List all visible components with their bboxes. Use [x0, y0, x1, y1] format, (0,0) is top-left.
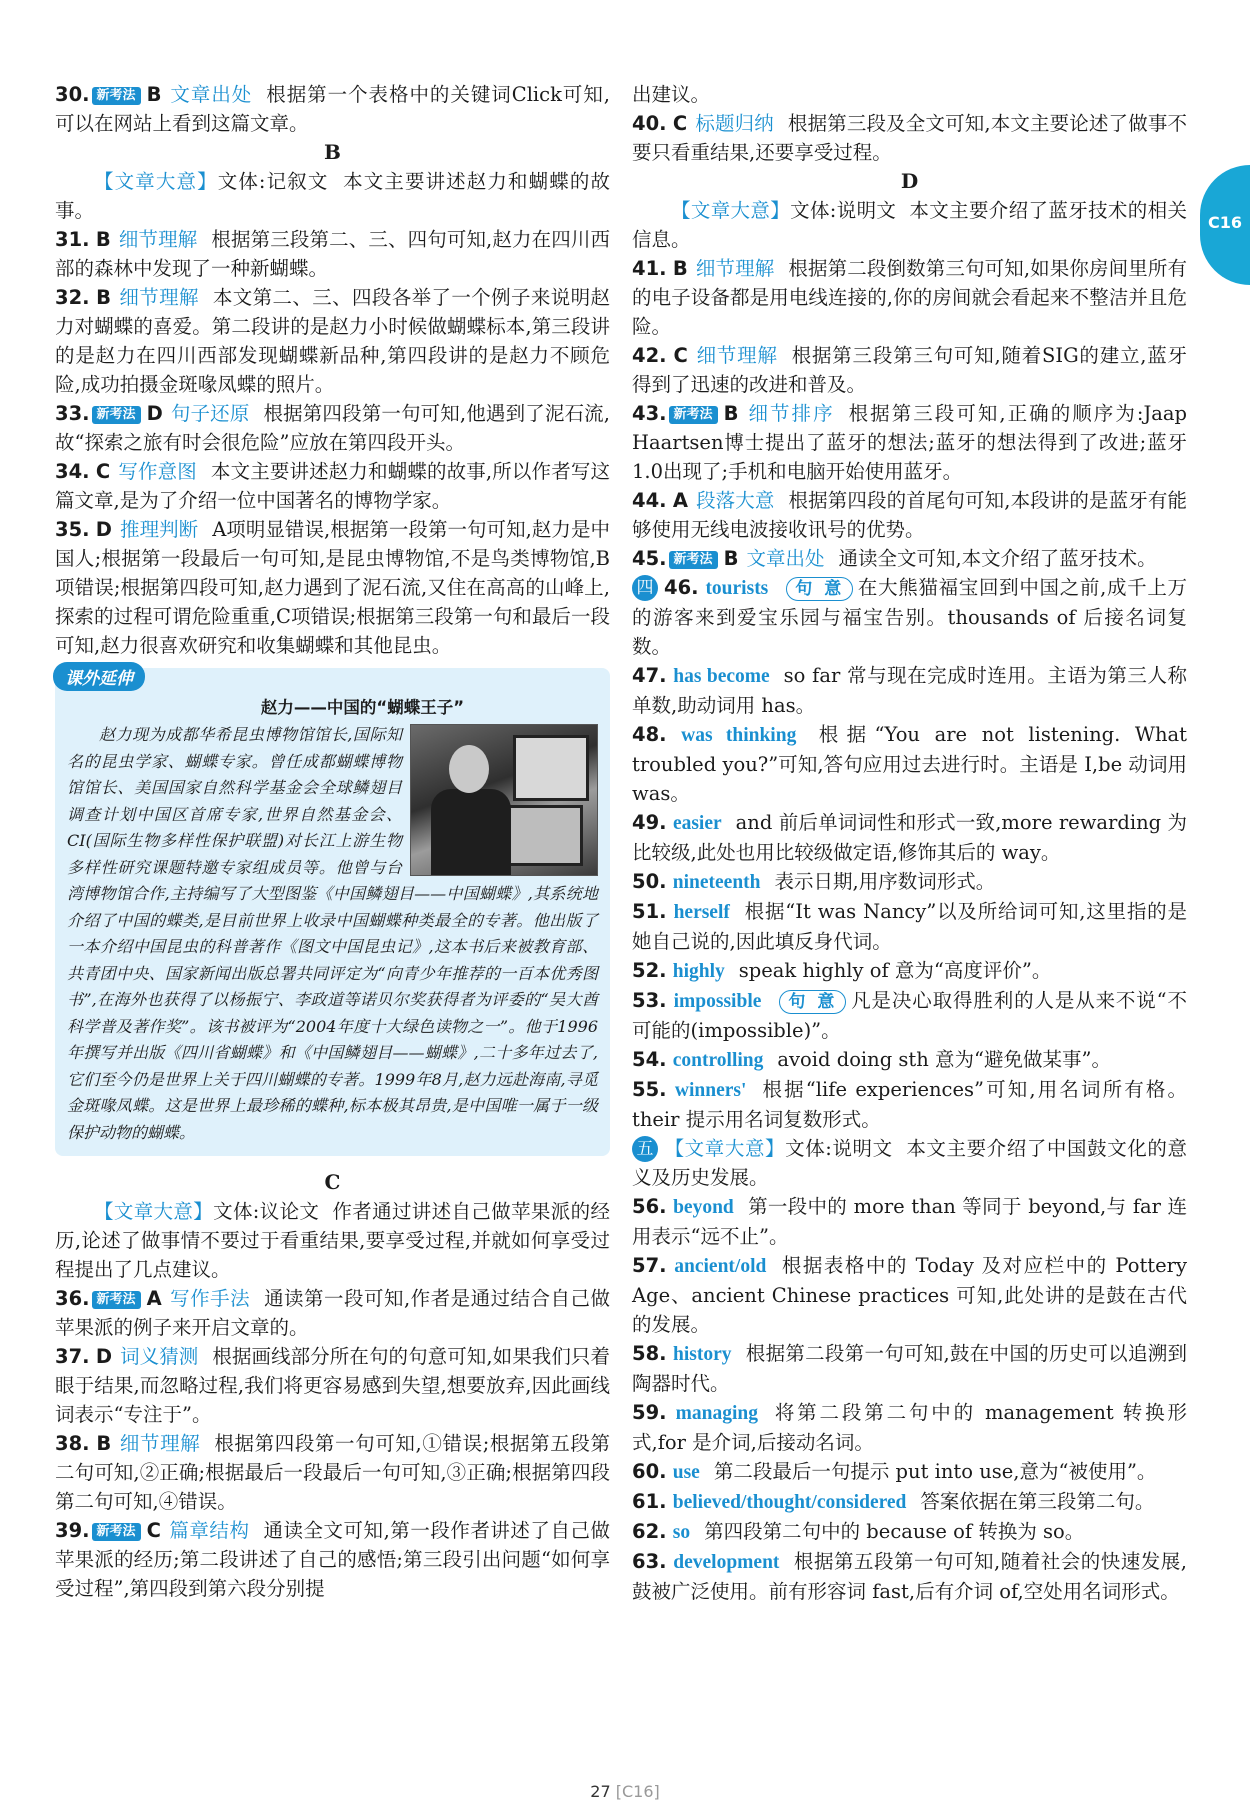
q-num: 36.	[55, 1287, 90, 1310]
q-explanation: 第四段第二句中的 because of 转换为 so。	[704, 1520, 1085, 1543]
answer-40	[632, 109, 1187, 167]
answer-49	[632, 808, 1187, 867]
q-category: 推理判断	[119, 518, 199, 541]
section-b: B	[324, 140, 341, 164]
q-num: 30.	[55, 83, 90, 106]
q-answer: has become	[673, 666, 770, 687]
q-num: 52.	[632, 959, 667, 982]
q-num: 62.	[632, 1520, 667, 1543]
q-explanation: 根据画线部分所在句的句意可知,如果我们只着眼于结果,而忽略过程,我们将更容易感到失望,想要放弃,因此画线词表示“专注于”。	[55, 1345, 610, 1426]
q-explanation: 第一段中的 more than 等同于 beyond,与 far 连用表示“远不止”。	[632, 1195, 1188, 1248]
q-answer: C	[673, 344, 688, 367]
photo-frame	[513, 735, 589, 801]
q-num: 57.	[632, 1254, 667, 1277]
q-answer: B	[723, 402, 739, 425]
q-num: 50.	[632, 870, 667, 893]
q-answer: B	[96, 1432, 112, 1455]
answer-57	[632, 1251, 1187, 1339]
photo-face	[449, 745, 489, 793]
q-explanation: so far 常与现在完成时连用。主语为第三人称单数,助动词用 has。	[632, 664, 1187, 717]
q-explanation: 根据第三段及全文可知,本文主要论述了做事不要只看重结果,还要享受过程。	[632, 112, 1187, 164]
answer-35	[55, 515, 610, 660]
q-answer: winners'	[674, 1080, 747, 1101]
new-method-badge: 新考法	[669, 406, 718, 424]
page-tab	[1200, 165, 1250, 285]
q-answer: D	[146, 402, 163, 425]
q-explanation: speak highly of 意为“高度评价”。	[738, 959, 1052, 982]
answer-55	[632, 1075, 1187, 1134]
q-num: 38.	[55, 1432, 90, 1455]
page-footer	[0, 1782, 1250, 1801]
q-explanation: 根据第四段第一句可知,他遇到了泥石流,故“探索之旅有时会很危险”应放在第四段开头。	[55, 402, 610, 454]
extension-title: 赵力——中国的“蝴蝶王子”	[260, 698, 465, 717]
q-explanation: A项明显错误,根据第一段第一句可知,赵力是中国人;根据第一段最后一句可知,是昆虫博物馆,不是鸟类博物馆,B项错误;根据第四段可知,赵力遇到了泥石流,又住在高高的山峰上,探索的过程可谓危险重重,C项错误;根据第三段第一句和最后一段可知,赵力很喜欢研究和收集蝴蝶和其他昆虫。	[55, 518, 610, 657]
q-answer: A	[672, 489, 688, 512]
q-category: 细节理解	[119, 286, 199, 309]
q-num: 43.	[632, 402, 667, 425]
photo-frame	[499, 805, 583, 866]
summary-label: 文体:说明文	[790, 199, 897, 222]
summary-five	[632, 1134, 1187, 1192]
q-explanation: 根据第四段的首尾句可知,本段讲的是蓝牙有能够使用无线电波接收讯号的优势。	[632, 489, 1187, 541]
q-explanation: 根据“It was Nancy”以及所给词可知,这里指的是她自己说的,因此填反身代词。	[632, 900, 1187, 953]
q-num: 51.	[632, 900, 667, 923]
summary-tag: 【文章大意】	[664, 1137, 786, 1160]
q-num: 37.	[55, 1345, 90, 1368]
q-explanation: 第二段最后一句提示 put into use,意为“被使用”。	[713, 1460, 1157, 1483]
q-explanation: 通读全文可知,第一段作者讲述了自己做苹果派的经历;第二段讲述了自己的感悟;第三段引出问题“如何享受过程”,第四段到第六段分别提	[55, 1519, 610, 1600]
extension-box	[55, 668, 610, 1156]
q-answer: D	[95, 518, 112, 541]
q-explanation: 将第二段第二句中的 management 转换形式,for 是介词,后接动名词。	[632, 1401, 1188, 1454]
q-explanation: 根据第二段倒数第三句可知,如果你房间里所有的电子设备都是用电线连接的,你的房间就会看起来不整洁并且危险。	[632, 257, 1187, 338]
q-category: 标题归纳	[695, 112, 774, 135]
q-answer: C	[146, 1519, 161, 1542]
new-method-badge: 新考法	[92, 1291, 141, 1309]
q-category: 细节理解	[119, 1432, 201, 1455]
q-explanation: 根据第一个表格中的关键词Click可知,可以在网站上看到这篇文章。	[55, 83, 610, 135]
q-num: 42.	[632, 344, 667, 367]
answer-32	[55, 283, 610, 399]
summary-label: 文体:议论文	[213, 1200, 320, 1223]
q-category: 段落大意	[695, 489, 775, 512]
summary-label: 文体:说明文	[785, 1137, 893, 1160]
q-explanation: 根据第二段第一句可知,鼓在中国的历史可以追溯到陶器时代。	[632, 1342, 1188, 1395]
q-num: 46.	[664, 576, 699, 599]
q-num: 60.	[632, 1460, 667, 1483]
section-c: C	[324, 1170, 341, 1194]
q-explanation: 通读第一段可知,作者是通过结合自己做苹果派的例子来开启文章的。	[55, 1287, 610, 1339]
page-tab-label: C16	[1208, 213, 1243, 232]
q-explanation: 根据“You are not listening. What troubled you?”可知,答句应用过去进行时。主语是 I,be 动词用 was。	[632, 723, 1187, 805]
answer-34	[55, 457, 610, 515]
q-explanation: avoid doing sth 意为“避免做某事”。	[777, 1048, 1111, 1071]
q-explanation: 表示日期,用序数词形式。	[774, 870, 996, 893]
summary-b	[55, 167, 610, 225]
q-answer: tourists	[705, 578, 769, 599]
q-num: 61.	[632, 1490, 667, 1513]
q-explanation: 根据第三段可知,正确的顺序为:Jaap Haartsen博士提出了蓝牙的想法;蓝牙的想法得到了改进;蓝牙1.0出现了;手机和电脑开始使用蓝牙。	[632, 402, 1187, 483]
q-explanation: 在大熊猫福宝回到中国之前,成千上万的游客来到爱宝乐园与福宝告别。thousands of 后接名词复数。	[632, 576, 1188, 658]
q-category: 篇章结构	[168, 1519, 250, 1542]
answer-37	[55, 1342, 610, 1429]
right-column	[632, 80, 1187, 1606]
q-answer: A	[146, 1287, 162, 1310]
q-answer: easier	[672, 813, 722, 834]
q-category: 文章出处	[746, 547, 825, 570]
answer-63	[632, 1547, 1187, 1606]
q-answer: development	[673, 1552, 780, 1573]
q-answer: controlling	[672, 1050, 764, 1071]
summary-d	[632, 196, 1187, 254]
q-num: 56.	[632, 1195, 667, 1218]
meaning-badge: 句 意	[779, 990, 846, 1014]
q-explanation: 根据第三段第二、三、四句可知,赵力在四川西部的森林中发现了一种新蝴蝶。	[55, 228, 610, 280]
q-num: 55.	[632, 1078, 667, 1101]
q-category: 细节理解	[695, 257, 775, 280]
summary-text: 作者通过讲述自己做苹果派的经历,论述了做事情不要过于看重结果,要享受过程,并就如何享受过程提出了几点建议。	[55, 1200, 610, 1281]
q-explanation: 本文第二、三、四段各举了一个例子来说明赵力对蝴蝶的喜爱。第二段讲的是赵力小时候做蝴蝶标本,第三段讲的是赵力在四川西部发现蝴蝶新品种,第四段讲的是赵力不顾危险,成功拍摄金斑喙凤蝶的照片。	[55, 286, 610, 396]
answer-44	[632, 486, 1187, 544]
answer-54	[632, 1045, 1187, 1075]
q-category: 词义猜测	[120, 1345, 199, 1368]
q-num: 49.	[632, 811, 667, 834]
answer-36	[55, 1284, 610, 1342]
q-num: 54.	[632, 1048, 667, 1071]
q-num: 53.	[632, 989, 667, 1012]
q-category: 写作意图	[118, 460, 197, 483]
q-answer: was thinking	[681, 725, 797, 746]
answer-38	[55, 1429, 610, 1516]
summary-text: 本文主要介绍了蓝牙技术的相关信息。	[632, 199, 1187, 251]
summary-tag: 【文章大意】	[94, 170, 218, 193]
answer-43	[632, 399, 1187, 486]
zhao-li-photo	[410, 724, 598, 876]
q-explanation: 凡是决心取得胜利的人是从来不说“不可能的(impossible)”。	[632, 989, 1187, 1042]
q-answer: B	[96, 286, 111, 309]
page-number: 27	[590, 1782, 611, 1801]
q-answer: herself	[673, 902, 730, 923]
photo-person	[431, 789, 511, 875]
q-answer: B	[95, 228, 111, 251]
q-explanation: 通读全文可知,本文介绍了蓝牙技术。	[838, 547, 1157, 570]
q-num: 32.	[55, 286, 90, 309]
q-explanation: 根据第四段第一句可知,①错误;根据第五段第二句可知,②正确;根据最后一段最后一句可知,③正确;根据第四段第二句可知,④错误。	[55, 1432, 610, 1513]
q-answer: so	[672, 1522, 691, 1543]
left-column	[55, 80, 610, 1603]
answer-33	[55, 399, 610, 457]
answer-30	[55, 80, 610, 138]
answer-51	[632, 897, 1187, 956]
q-num: 59.	[632, 1401, 667, 1424]
answer-39	[55, 1516, 610, 1603]
summary-label: 文体:记叙文	[217, 170, 329, 193]
answer-45	[632, 544, 1187, 573]
q-num: 45.	[632, 547, 667, 570]
answer-48	[632, 720, 1187, 808]
q-answer: beyond	[673, 1197, 734, 1218]
answer-31	[55, 225, 610, 283]
q-answer: use	[672, 1462, 700, 1483]
summary-c	[55, 1197, 610, 1284]
summary-tag: 【文章大意】	[94, 1200, 214, 1223]
q-num: 39.	[55, 1519, 90, 1542]
q-num: 48.	[632, 723, 667, 746]
q-num: 47.	[632, 664, 667, 687]
q-answer: B	[146, 83, 162, 106]
q-answer: C	[95, 460, 111, 483]
q-category: 文章出处	[169, 83, 253, 106]
q-answer: B	[672, 257, 688, 280]
answer-62	[632, 1517, 1187, 1547]
answer-39-continued: 出建议。	[632, 83, 711, 106]
q-num: 35.	[55, 518, 90, 541]
new-method-badge: 新考法	[669, 551, 718, 569]
meaning-badge: 句 意	[786, 577, 853, 601]
answer-50	[632, 867, 1187, 897]
q-category: 细节理解	[118, 228, 198, 251]
q-answer: history	[673, 1344, 732, 1365]
new-method-badge: 新考法	[92, 87, 141, 105]
q-num: 58.	[632, 1342, 667, 1365]
answer-52	[632, 956, 1187, 986]
extension-badge: 课外延伸	[53, 662, 145, 691]
q-num: 40.	[632, 112, 667, 135]
q-explanation: 根据“life experiences”可知,用名词所有格。their 提示用名词复数形式。	[632, 1078, 1187, 1131]
q-answer: B	[723, 547, 739, 570]
section-four-badge: 四	[632, 575, 658, 601]
extension-text: 赵力现为成都华希昆虫博物馆馆长,国际知名的昆虫学家、蝴蝶专家。曾任成都蝴蝶博物馆馆长、美国国家自然科学基金会全球鳞翅目调查计划中国区首席专家,世界自然基金会、CI(国际生物多样性保护联盟)对长江上游生物多样性研究课题特邀专家组成员等。他曾与台湾博物馆合作,主持编写了大型图鉴《中国鳞翅目——中国蝴蝶》,其系统地介绍了中国的蝶类,是目前世界上收录中国蝴蝶种类最全的专著。他出版了一本介绍中国昆虫的科普著作《图文中国昆虫记》,这本书后来被教育部、共青团中央、国家新闻出版总署共同评定为“向青少年推荐的一百本优秀图书”,在海外也获得了以杨振宁、李政道等诺贝尔奖获得者为评委的“吴大酋科学普及著作奖”。该书被评为“2004年度十大绿色读物之一”。他于1996年撰写并出版《四川省蝴蝶》和《中国鳞翅目——蝴蝶》,二十多年过去了,它们至今仍是世界上关于四川蝴蝶的专著。1999年8月,赵力远赴海南,寻觅金斑喙凤蝶。这是世界上最珍稀的蝶种,标本极其昂贵,是中国唯一属于一级保护动物的蝴蝶。	[67, 725, 598, 1142]
q-answer: believed/thought/considered	[672, 1492, 907, 1513]
q-explanation: 根据第五段第一句可知,随着社会的快速发展,鼓被广泛使用。前有形容词 fast,后有介词 of,空处用名词形式。	[632, 1550, 1187, 1603]
answer-60	[632, 1457, 1187, 1487]
answer-61	[632, 1487, 1187, 1517]
answer-46	[632, 573, 1187, 661]
section-d: D	[900, 169, 919, 193]
q-num: 63.	[632, 1550, 667, 1573]
q-answer: nineteenth	[672, 872, 761, 893]
answer-41	[632, 254, 1187, 341]
q-num: 34.	[55, 460, 90, 483]
q-answer: ancient/old	[674, 1256, 767, 1277]
answer-56	[632, 1192, 1187, 1251]
new-method-badge: 新考法	[92, 406, 141, 424]
answer-53	[632, 986, 1187, 1045]
q-answer: C	[672, 112, 688, 135]
q-answer: managing	[675, 1403, 758, 1424]
q-category: 句子还原	[170, 402, 250, 425]
summary-tag: 【文章大意】	[671, 199, 791, 222]
q-explanation: and 前后单词词性和形式一致,more rewarding 为比较级,此处也用比较级做定语,修饰其后的 way。	[632, 811, 1187, 864]
q-explanation: 根据第三段第三句可知,随着SIG的建立,蓝牙得到了迅速的改进和普及。	[632, 344, 1187, 396]
answer-47	[632, 661, 1187, 720]
q-explanation: 答案依据在第三段第二句。	[920, 1490, 1155, 1513]
answer-42	[632, 341, 1187, 399]
summary-text: 本文主要讲述赵力和蝴蝶的故事。	[55, 170, 610, 222]
q-num: 31.	[55, 228, 90, 251]
q-num: 41.	[632, 257, 667, 280]
q-explanation: 根据表格中的 Today 及对应栏中的 Pottery Age、ancient Chinese practices 可知,此处讲的是鼓在古代的发展。	[632, 1254, 1187, 1336]
q-category: 写作手法	[169, 1287, 251, 1310]
new-method-badge: 新考法	[92, 1523, 141, 1541]
summary-text: 本文主要介绍了中国鼓文化的意义及历史发展。	[632, 1137, 1187, 1189]
q-explanation: 本文主要讲述赵力和蝴蝶的故事,所以作者写这篇文章,是为了介绍一位中国著名的博物学家。	[55, 460, 610, 512]
q-answer: impossible	[673, 991, 762, 1012]
answer-58	[632, 1339, 1187, 1398]
section-five-badge: 五	[632, 1136, 658, 1162]
q-answer: highly	[672, 961, 725, 982]
answer-59	[632, 1398, 1187, 1457]
q-num: 44.	[632, 489, 667, 512]
q-num: 33.	[55, 402, 90, 425]
q-answer: D	[95, 1345, 113, 1368]
q-category: 细节理解	[695, 344, 778, 367]
q-category: 细节排序	[746, 402, 835, 425]
page-code: [C16]	[615, 1782, 660, 1801]
